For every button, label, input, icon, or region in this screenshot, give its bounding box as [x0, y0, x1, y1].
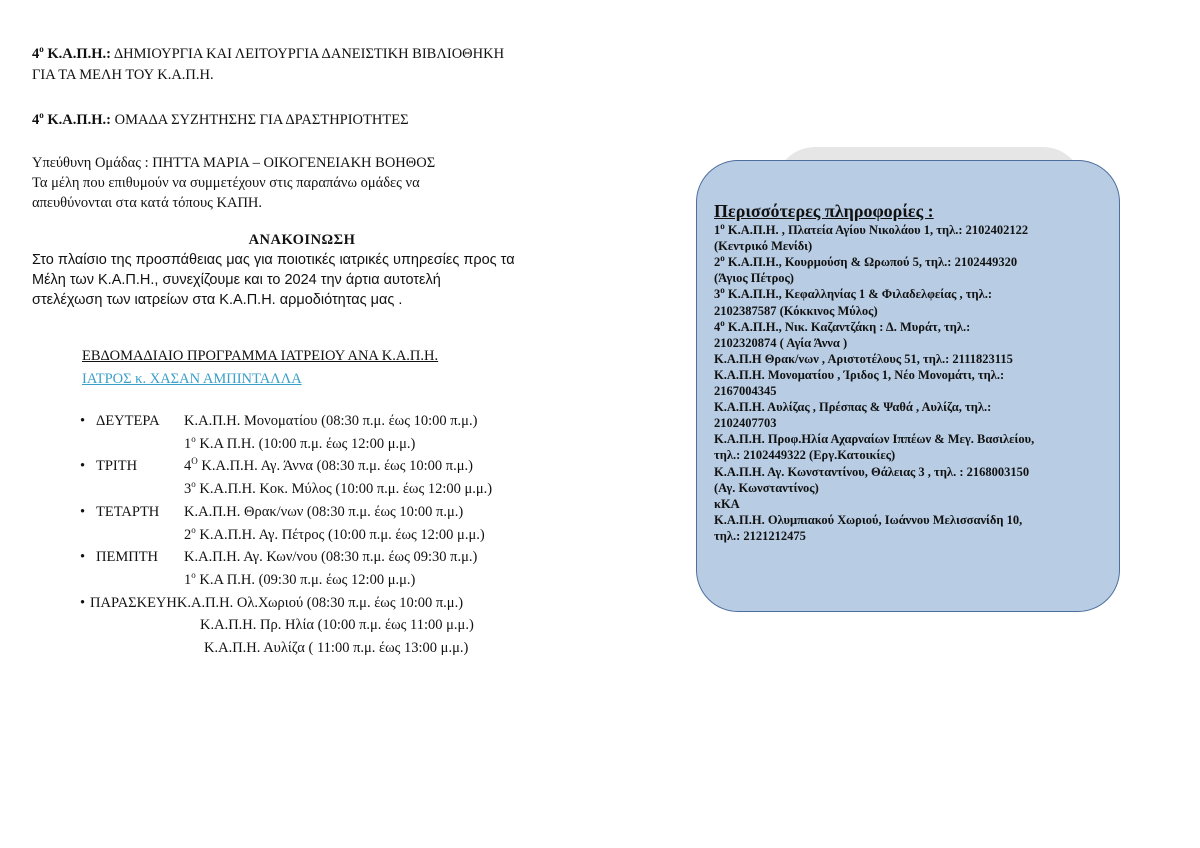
schedule-row-thursday [80, 546, 492, 569]
schedule-slot: $1^o$ Κ.Α Π.Η. (10:00 π.μ. έως 12:00 μ.μ.) [184, 433, 416, 452]
doctor-link[interactable]: ΙΑΤΡΟΣ κ. ΧΑΣΑΝ ΑΜΠΙΝΤΑΛΛΑ [82, 371, 302, 387]
info-line: Κ.Α.Π.Η. Αυλίζας , Πρέσπας & Ψαθά , Αυλίζα, τηλ.: [714, 400, 992, 415]
info-line: Κ.Α.Π.Η Θρακ/νων , Αριστοτέλους 51, τηλ.: 2111823115 [714, 351, 1013, 366]
schedule-slot: Κ.Α.Π.Η. Αυλίζα ( 11:00 π.μ. έως 13:00 μ.μ.) [204, 640, 469, 657]
announcement [32, 230, 572, 310]
schedule-row [80, 637, 492, 660]
schedule-day: ΤΕΤΑΡΤΗ [96, 503, 160, 520]
group-responsible-line: Υπεύθυνη Ομάδας : ΠΗΤΤΑ ΜΑΡΙΑ – ΟΙΚΟΓΕΝΕΙΑΚΗ ΒΟΗΘΟΣ [32, 155, 436, 171]
info-line: $2^o$ Κ.Α.Π.Η., Κουρμούση & Ωρωπού 5, τηλ.: 2102449320 [714, 253, 1018, 270]
info-line: Κ.Α.Π.Η. Προφ.Ηλία Αχαρναίων Ιππέων & Μεγ. Βασιλείου, [714, 432, 1035, 447]
library-notice [32, 44, 592, 86]
schedule-list [80, 410, 492, 660]
bullet: • [80, 503, 86, 520]
info-line: κΚΑ [714, 496, 740, 511]
schedule-row [80, 614, 492, 637]
announcement-line: Στο πλαίσιο της προσπάθειας μας για ποιοτικές ιατρικές υπηρεσίες προς τα [32, 252, 515, 268]
announcement-line: Μέλη των Κ.Α.Π.Η., συνεχίζουμε και το 2024 την άρτια αυτοτελή [32, 272, 441, 288]
discussion-group-notice: $4^o$ Κ.Α.Π.Η.: ΟΜΑΔΑ ΣΥΖΗΤΗΣΗΣ ΓΙΑ ΔΡΑΣΤΗΡΙΟΤΗΤΕΣ [32, 110, 409, 128]
info-line: 2102320874 ( Αγία Άννα ) [714, 335, 848, 350]
bullet: • [80, 594, 86, 611]
info-line: Κ.Α.Π.Η. Αγ. Κωνσταντίνου, Θάλειας 3 , τηλ. : 2168003150 [714, 464, 1030, 479]
schedule-row [80, 433, 492, 456]
announcement-title: ΑΝΑΚΟΙΝΩΣΗ [248, 232, 356, 248]
bullet: • [80, 549, 86, 566]
program-title: ΕΒΔΟΜΑΔΙΑΙΟ ΠΡΟΓΡΑΜΜΑ ΙΑΤΡΕΙΟΥ ΑΝΑ Κ.Α.Π.Η. [82, 348, 439, 364]
info-line: (Άγιος Πέτρος) [714, 271, 794, 286]
library-notice-line2: ΓΙΑ ΤΑ ΜΕΛΗ ΤΟΥ Κ.Α.Π.Η. [32, 67, 214, 83]
members-note-line2: απευθύνονται στα κατά τόπους ΚΑΠΗ. [32, 195, 263, 211]
schedule-day: ΠΑΡΑΣΚΕΥΗ [90, 594, 177, 611]
library-notice-line1: $4^o$ Κ.Α.Π.Η.: ΔΗΜΙΟΥΡΓΙΑ ΚΑΙ ΛΕΙΤΟΥΡΓΙΑ ΔΑΝΕΙΣΤΙΚΗ ΒΙΒΛΙΟΘΗΚΗ [32, 44, 505, 62]
info-line: 2167004345 [714, 384, 777, 399]
schedule-row-monday [80, 410, 492, 433]
group-responsible [32, 153, 592, 213]
bullet: • [80, 458, 86, 475]
schedule-slot: $1^o$ Κ.Α Π.Η. (09:30 π.μ. έως 12:00 μ.μ.) [184, 570, 416, 588]
info-line: Κ.Α.Π.Η. Ολυμπιακού Χωριού, Ιωάννου Μελισσανίδη 10, [714, 512, 1023, 527]
schedule-day: ΠΕΜΠΤΗ [96, 549, 159, 566]
schedule-day: ΤΡΙΤΗ [96, 458, 138, 475]
info-line: τηλ.: 2102449322 (Εργ.Κατοικίες) [714, 448, 896, 463]
schedule-slot: Κ.Α.Π.Η. Ολ.Χωριού (08:30 π.μ. έως 10:00 π.μ.) [176, 594, 464, 611]
schedule-slot: Κ.Α.Π.Η. Θρακ/νων (08:30 π.μ. έως 10:00 π.μ.) [184, 503, 464, 520]
info-line: $3^o$ Κ.Α.Π.Η., Κεφαλληνίας 1 & Φιλαδελφείας , τηλ.: [714, 285, 993, 302]
schedule-row [80, 524, 492, 547]
schedule-row-friday [80, 592, 492, 615]
schedule-slot: Κ.Α.Π.Η. Πρ. Ηλία (10:00 π.μ. έως 11:00 μ.μ.) [200, 617, 474, 634]
info-line: (Αγ. Κωνσταντίνος) [714, 480, 819, 495]
info-line: $4^o$ Κ.Α.Π.Η., Νικ. Καζαντζάκη : Δ. Μυράτ, τηλ.: [714, 317, 971, 334]
schedule-row-tuesday [80, 455, 492, 478]
info-line: 2102407703 [714, 416, 777, 431]
schedule-slot: Κ.Α.Π.Η. Μονοματίου (08:30 π.μ. έως 10:00 π.μ.) [184, 413, 478, 429]
info-line: 2102387587 (Κόκκινος Μύλος) [714, 303, 878, 318]
schedule-slot: $4^O$ Κ.Α.Π.Η. Αγ. Άννα (08:30 π.μ. έως 10:00 π.μ.) [184, 456, 473, 475]
info-line: $1^o$ Κ.Α.Π.Η. , Πλατεία Αγίου Νικολάου 1, τηλ.: 2102402122 [714, 220, 1029, 238]
info-card-title: Περισσότερες πληροφορίες : [714, 201, 934, 221]
info-line: (Κεντρικό Μενίδι) [714, 239, 813, 254]
info-line: Κ.Α.Π.Η. Μονοματίου , Ίριδος 1, Νέο Μονομάτι, τηλ.: [714, 367, 1005, 382]
schedule-slot: $3^o$ Κ.Α.Π.Η. Κοκ. Μύλος (10:00 π.μ. έως 12:00 μ.μ.) [184, 479, 493, 498]
schedule-slot: $2^o$ Κ.Α.Π.Η. Αγ. Πέτρος (10:00 π.μ. έως 12:00 μ.μ.) [184, 524, 485, 543]
bullet: • [80, 413, 86, 429]
schedule-row [80, 478, 492, 501]
members-note-line1: Τα μέλη που επιθυμούν να συμμετέχουν στις παραπάνω ομάδες να [32, 175, 420, 191]
announcement-line: στελέχωση των ιατρείων στα Κ.Α.Π.Η. αρμοδιότητας μας . [32, 292, 403, 308]
schedule-row-wednesday [80, 501, 492, 524]
schedule-day: ΔΕΥΤΕΡΑ [96, 413, 160, 429]
info-line: τηλ.: 2121212475 [714, 528, 806, 543]
info-card-content [714, 203, 1104, 544]
schedule-row [80, 569, 492, 592]
schedule-slot: Κ.Α.Π.Η. Αγ. Κων/νου (08:30 π.μ. έως 09:30 π.μ.) [184, 549, 478, 566]
